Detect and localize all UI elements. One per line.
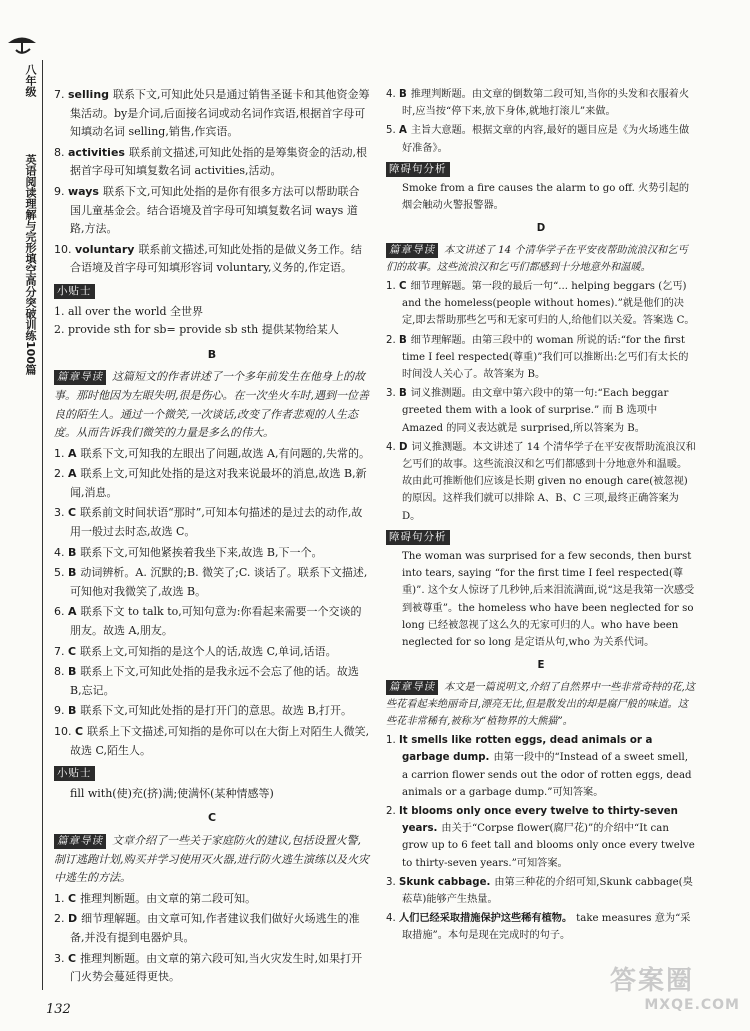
item-answer: B — [68, 665, 77, 679]
item-answer: voluntary — [75, 242, 135, 256]
item-answer: activities — [68, 145, 125, 159]
answer-item — [54, 445, 370, 464]
sidebar-divider — [42, 60, 43, 990]
item-number: 2. — [386, 334, 396, 346]
note-text: fill with(使)充(挤)满;使满怀(某种情感等) — [70, 786, 274, 800]
answer-item — [386, 86, 696, 120]
item-number: 1. — [54, 891, 65, 905]
item-answer: It blooms only once every twelve to thirty-seven years. — [398, 805, 678, 835]
item-explanation: 联系下文,可知此处指的是你有很多方法可以帮助联合国儿童基金会。结合语境及首字母可知填复数名词 ways 道路,方法。 — [70, 184, 360, 236]
item-number: 4. — [54, 545, 65, 559]
item-explanation: 细节理解题。由文章可知,作者建议我们做好火场逃生的准备,并没有提到电器炉具。 — [70, 912, 360, 944]
note-text: The woman was surprised for a few seconds, then burst into tears, saying “for the first time I feel respected(尊重)”. 这个女人惊讶了几秒钟,后来泪流满面,说“这是我第一次感受到被尊重”。the homeless who have been neglected for so long 已经被忽视了这么久的无家可归的人。who have been neglected for so long 是定语从句,who 为关系代词。 — [402, 551, 695, 649]
item-explanation: 联系下文,可知此处只是通过销售圣诞卡和其他资金筹集活动。by是介词,后面接名词或动名词作宾语,根据首字母可知填动名词 selling,销售,作宾语。 — [70, 88, 370, 139]
item-explanation: 动词辨析。A. 沉默的;B. 微笑了;C. 谈话了。联系下文描述,可知他对我微笑了,故选 B。 — [70, 566, 368, 598]
item-explanation: 联系下文,可知他紧挨着我坐下来,故选 B,下一个。 — [80, 545, 323, 559]
item-answer: B — [398, 89, 407, 100]
intro-text: 本文讲述了 14 个清华学子在平安夜帮助流浪汉和乞丐们的故事。这些流浪汉和乞丐们都感到十分地意外和温暖。 — [386, 244, 688, 273]
item-answer: C — [68, 506, 77, 520]
item-answer: selling — [68, 88, 110, 101]
section-letter: B — [207, 347, 217, 361]
item-number: 8. — [54, 145, 65, 159]
item-explanation: 推理判断题。由文章的第六段可知,当火灾发生时,如果打开门火势会蔓延得更快。 — [70, 951, 363, 984]
note-text: Smoke from a fire causes the alarm to go off. 火势引起的烟会触动火警报警器。 — [402, 183, 690, 212]
section-letter: E — [537, 660, 545, 672]
left-column — [54, 86, 370, 989]
item-answer: A — [68, 605, 77, 619]
grade-label: 八年级 — [24, 63, 37, 97]
item-answer: B — [68, 545, 77, 559]
note-text: 1. all over the world 全世界 — [54, 304, 204, 318]
tip-label: 小贴士 — [54, 766, 95, 781]
watermark-main: 答案圈 — [610, 966, 695, 996]
item-number: 2. — [54, 467, 65, 481]
page-number: 132 — [46, 1002, 71, 1017]
item-explanation: 主旨大意题。根据文章的内容,最好的题目应是《为火场逃生做好准备》。 — [402, 125, 690, 154]
item-answer: C — [68, 951, 77, 965]
passage-intro — [54, 368, 370, 442]
item-answer: B — [68, 704, 77, 718]
answer-item — [54, 144, 370, 181]
item-number: 4. — [386, 441, 396, 453]
answer-item — [386, 910, 696, 944]
item-explanation: 细节理解题。第一段的最后一句“... helping beggars (乞丐) and the homeless(people without homes).”就是他们的决定,即去帮助那些乞丐和无家可归的人,给他们以关爱。答案选 C。 — [402, 281, 695, 327]
tip-heading — [386, 529, 696, 546]
item-explanation: 联系下文,可知我的左眼出了问题,故选 A,有问题的,失常的。 — [80, 446, 370, 460]
item-explanation: 联系下文 to talk to,可知句意为:你看起来需要一个交谈的朋友。故选 A,朋友。 — [70, 605, 362, 638]
answer-item — [54, 241, 370, 278]
intro-label: 篇章导读 — [386, 680, 438, 695]
series-title: 英语阅读理解与完形填空高分突破训练100篇 — [24, 153, 37, 375]
item-answer: D — [68, 912, 78, 926]
intro-text: 这篇短文的作者讲述了一个多年前发生在他身上的故事。那时他因为左眼失明,很是伤心。在一次坐火车时,遇到一位善良的陌生人。通过一个微笑,一次谈话,改变了作者悲观的人生态度。从而告诉我们微笑的力量是多么的伟大。 — [54, 370, 369, 440]
answer-item — [54, 564, 370, 601]
watermark-sub: MXQE.COM — [644, 997, 740, 1013]
item-number: 4. — [386, 89, 396, 100]
item-answer: A — [398, 125, 407, 137]
intro-text: 本文是一篇说明文,介绍了自然界中一些非常奇特的花,这些花看起来绝丽奇目,漂亮无比,但是散发出的却是腐尸般的味道。这些花非常稀有,被称为“植物界的大熊猫”。 — [386, 681, 695, 727]
item-number: 9. — [54, 184, 65, 198]
answer-item — [54, 86, 370, 142]
answer-item — [54, 723, 370, 760]
answer-item — [386, 385, 696, 437]
item-answer: C — [68, 891, 77, 905]
section-letter: D — [536, 223, 546, 235]
tip-heading — [54, 282, 370, 301]
item-number: 3. — [386, 876, 396, 888]
item-number: 3. — [54, 506, 65, 520]
tip-heading — [54, 764, 370, 783]
answer-item — [54, 504, 370, 541]
tip-label: 障碍句分析 — [386, 162, 450, 177]
item-number: 7. — [54, 644, 65, 658]
item-number: 5. — [386, 125, 396, 137]
item-number: 9. — [54, 704, 65, 718]
item-number: 10. — [54, 242, 72, 256]
answer-item — [386, 874, 696, 908]
item-explanation: 推理判断题。由文章的倒数第二段可知,当你的头发和衣服着火时,应当按“停下来,放下身体,就地打滚儿”来做。 — [402, 89, 690, 118]
item-explanation: 由关于“Corpse flower(腐尸花)”的介绍中“It can grow up to 6 feet tall and blooms only once every twelve to thirty-seven years.”可知答案。 — [402, 823, 695, 869]
item-answer: B — [68, 566, 77, 580]
umbrella-logo-icon — [6, 34, 38, 54]
item-number: 1. — [386, 735, 396, 747]
answer-item — [54, 890, 370, 909]
item-explanation: 联系前文描述,可知此处指的是筹集资金的活动,根据首字母可知填复数名词 activities,活动。 — [70, 145, 367, 178]
answer-item — [54, 603, 370, 640]
item-explanation: 词义推测题。本文讲述了 14 个清华学子在平安夜帮助流浪汉和乞丐们的故事。这些流浪汉和乞丐们都感到十分地意外和温暖。故由此可推断他们应该是长期 given no enough care(被忽视)的原因。这样我们就可以排除 A、B、C 三项,最终正确答案为 D。 — [402, 441, 696, 522]
item-number: 1. — [54, 446, 65, 460]
item-explanation: 推理判断题。由文章的第二段可知。 — [80, 891, 257, 905]
item-answer: It smells like rotten eggs, dead animals or a garbage dump. — [398, 735, 653, 764]
right-column — [386, 86, 696, 947]
item-explanation: 由第一段中的“Instead of a sweet smell, a carrion flower sends out the odor of rotten eggs, dead animals or a garbage dump.”可知答案。 — [402, 752, 692, 798]
answer-item — [386, 732, 696, 801]
item-explanation: 由第三种花的介绍可知,Skunk cabbage(臭菘草)能够产生热量。 — [402, 876, 693, 905]
item-number: 1. — [386, 281, 396, 293]
item-number: 2. — [386, 805, 396, 817]
passage-intro — [386, 679, 696, 731]
answer-item — [386, 803, 696, 872]
passage-intro — [386, 242, 696, 276]
note-text: 2. provide sth for sb= provide sb sth 提供某物给某人 — [54, 323, 339, 337]
item-number: 6. — [54, 605, 65, 619]
answer-item — [54, 663, 370, 700]
item-number: 8. — [54, 665, 65, 679]
item-explanation: 联系下文,可知此处指的是打开门的意思。故选 B,打开。 — [80, 704, 352, 718]
intro-label: 篇章导读 — [386, 243, 438, 258]
item-number: 5. — [54, 566, 65, 580]
tip-label: 障碍句分析 — [386, 530, 450, 545]
item-answer: Skunk cabbage. — [398, 876, 491, 888]
tip-heading — [386, 161, 696, 178]
answer-item — [54, 702, 370, 721]
item-answer: A — [68, 446, 77, 460]
item-explanation: 词义推测题。由文章中第六段中的第一句:“Each beggar greeted them with a look of surprise.” 而 B 选项中 Amazed 的同义表达就是 surprised,所以答案为 B。 — [402, 388, 669, 434]
item-answer: C — [75, 725, 84, 738]
watermark — [610, 960, 740, 1020]
intro-label: 篇章导读 — [54, 834, 106, 849]
intro-text: 文章介绍了一些关于家庭防火的建议,包括设置火警,制订逃跑计划,购买并学习使用灭火器,进行防火逃生演练以及火灾中逃生的方法。 — [54, 833, 369, 885]
answer-item — [54, 544, 370, 563]
item-answer: C — [68, 644, 77, 658]
item-number: 3. — [54, 951, 65, 965]
item-explanation: 联系前文时间状语“那时”,可知本句描述的是过去的动作,故用一般过去时态,故选 C。 — [70, 506, 363, 539]
item-answer: B — [398, 388, 407, 400]
intro-label: 篇章导读 — [54, 370, 106, 385]
passage-intro — [54, 832, 370, 888]
answer-item — [54, 950, 370, 987]
item-explanation: 细节理解题。由第三段中的 woman 所说的话:“for the first time I feel respected(尊重)”我们可以推断出:乞丐们有太长的时间没人关心了。故答案为 B。 — [402, 334, 689, 381]
item-number: 7. — [54, 88, 65, 101]
answer-item — [54, 465, 370, 502]
item-answer: B — [398, 334, 407, 346]
answer-item — [386, 122, 696, 156]
item-number: 4. — [386, 913, 396, 925]
section-letter: C — [207, 811, 217, 825]
answer-item — [54, 643, 370, 662]
item-number: 3. — [386, 388, 396, 400]
item-number: 2. — [54, 912, 65, 926]
item-answer: A — [68, 467, 77, 481]
item-answer: 人们已经采取措施保护这些稀有植物。 — [398, 913, 573, 925]
sidebar — [0, 0, 44, 1031]
item-answer: D — [398, 441, 408, 453]
item-number: 10. — [54, 725, 72, 738]
tip-label: 小贴士 — [54, 284, 95, 299]
item-explanation: 联系前文描述,可知此处指的是做义务工作。结合语境及首字母可知填形容词 voluntary,义务的,作定语。 — [70, 242, 362, 275]
item-answer: C — [398, 281, 407, 293]
item-explanation: 联系上文,可知指的是这个人的话,故选 C,单词,话语。 — [80, 644, 337, 658]
item-answer: ways — [68, 184, 99, 198]
item-explanation: 联系上下文,可知此处指的是我永远不会忘了他的话。故选 B,忘记。 — [70, 665, 359, 697]
answer-item — [386, 278, 696, 330]
item-explanation: take measures 意为“采取措施”。本句是现在完成时的句子。 — [402, 913, 691, 942]
answer-item — [386, 439, 696, 525]
answer-item — [386, 332, 696, 384]
answer-item — [54, 910, 370, 947]
answer-item — [54, 183, 370, 239]
item-explanation: 联系上下文描述,可知指的是你可以在大街上对陌生人微笑,故选 C,陌生人。 — [70, 725, 370, 757]
item-explanation: 联系上文,可知此处指的是这对我来说最坏的消息,故选 B,新闻,消息。 — [70, 467, 367, 499]
